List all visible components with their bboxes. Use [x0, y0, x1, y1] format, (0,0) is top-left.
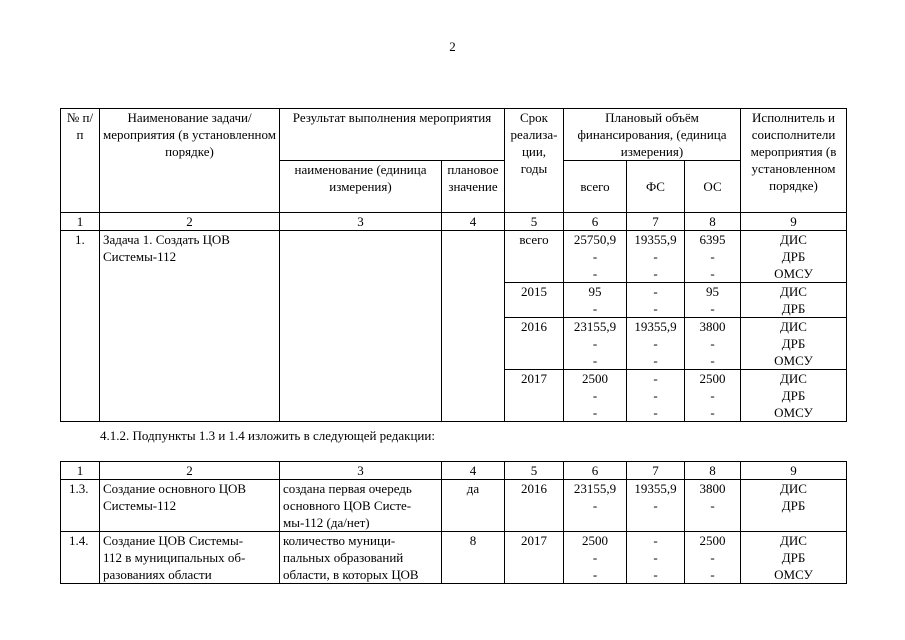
total-cell — [564, 370, 627, 422]
cell-line: - — [710, 336, 715, 351]
cell-line: - — [592, 301, 598, 316]
executor-cell — [741, 318, 847, 370]
cell-line: Создание ЦОВ Системы- — [103, 533, 244, 548]
os-cell — [685, 283, 741, 318]
cell-line: ОМСУ — [774, 266, 813, 281]
header-result: Результат выполнения мероприятия — [280, 109, 505, 161]
column-number: 3 — [280, 462, 442, 480]
item-num: 1.3. — [61, 480, 100, 532]
cell-line: ДРБ — [781, 336, 806, 351]
cell-line: - — [653, 388, 658, 403]
page-number: 2 — [449, 39, 456, 54]
cell-line: Системы-112 — [103, 498, 177, 513]
subitems-table — [60, 461, 847, 584]
table-row — [61, 480, 847, 532]
os-cell — [685, 370, 741, 422]
cell-line: разованиях области — [103, 567, 212, 582]
executor-cell — [741, 283, 847, 318]
cell-line: ДРБ — [781, 498, 806, 513]
cell-line: - — [653, 405, 658, 420]
column-number: 5 — [505, 213, 564, 231]
executor-cell — [741, 480, 847, 532]
cell-line: 23155,9 — [573, 481, 617, 496]
cell-line: - — [653, 533, 658, 548]
cell-line: 19355,9 — [634, 232, 677, 247]
column-number: 3 — [280, 213, 442, 231]
cell-line: 95 — [706, 284, 719, 299]
cell-line: 95 — [588, 284, 602, 299]
cell-line: - — [653, 567, 658, 582]
header-total: всего — [564, 161, 627, 213]
cell-line: - — [592, 567, 598, 582]
item-num: 1.4. — [61, 532, 100, 584]
cell-line: - — [710, 266, 715, 281]
column-number: 4 — [442, 462, 505, 480]
year: всего — [505, 231, 564, 283]
column-number: 6 — [564, 213, 627, 231]
cell-line: 25750,9 — [573, 232, 617, 247]
cell-line: ДИС — [780, 284, 807, 299]
cell-line: - — [592, 266, 598, 281]
cell-line: - — [653, 249, 658, 264]
column-number: 7 — [627, 213, 685, 231]
item-name — [100, 532, 280, 584]
total-cell — [564, 480, 627, 532]
cell-line: - — [653, 266, 658, 281]
cell-line: 19355,9 — [634, 481, 677, 496]
cell-line: - — [710, 498, 715, 513]
cell-line: 6395 — [699, 232, 726, 247]
total-cell — [564, 231, 627, 283]
cell-line: - — [653, 498, 658, 513]
fs-cell — [627, 480, 685, 532]
cell-line: - — [710, 550, 715, 565]
cell-line: ДИС — [780, 481, 807, 496]
cell-line: - — [710, 249, 715, 264]
cell-line: - — [592, 388, 598, 403]
cell-line: 2500 — [699, 371, 726, 386]
header-executor: Исполнитель и соисполнители мероприятия (в установленном порядке) — [741, 109, 847, 213]
column-number: 1 — [61, 462, 100, 480]
cell-line: мы-112 (да/нет) — [283, 515, 370, 530]
os-cell — [685, 532, 741, 584]
header-name: Наименование задачи/мероприятия (в установленном порядке) — [100, 109, 280, 213]
year: 2016 — [505, 318, 564, 370]
cell-line: области, в которых ЦОВ — [283, 567, 419, 582]
cell-line: 2500 — [582, 533, 608, 548]
cell-line: - — [653, 371, 658, 386]
header-term: Срок реализа-ции, годы — [505, 109, 564, 213]
paragraph: 4.1.2. Подпункты 1.3 и 1.4 изложить в следующей редакции: — [100, 428, 435, 443]
cell-line: ДИС — [780, 533, 807, 548]
cell-line: ДИС — [780, 319, 807, 334]
cell-line: - — [710, 405, 715, 420]
cell-line: - — [710, 567, 715, 582]
task-name: Задача 1. Создать ЦОВ Системы-112 — [100, 231, 280, 422]
task-value — [442, 231, 505, 422]
year: 2015 — [505, 283, 564, 318]
total-cell — [564, 283, 627, 318]
header-os: ОС — [685, 161, 741, 213]
cell-line: Создание основного ЦОВ — [103, 481, 247, 496]
cell-line: - — [710, 388, 715, 403]
cell-line: 2500 — [699, 533, 726, 548]
cell-line: пальных образований — [283, 550, 404, 565]
cell-line: ДИС — [780, 371, 807, 386]
column-number: 6 — [564, 462, 627, 480]
year: 2017 — [505, 370, 564, 422]
cell-line: - — [592, 353, 598, 368]
column-number: 4 — [442, 213, 505, 231]
cell-line: - — [653, 336, 658, 351]
column-numbers-row — [61, 213, 847, 231]
column-numbers-row — [61, 462, 847, 480]
header-num: № п/п — [61, 109, 100, 213]
column-number: 1 — [61, 213, 100, 231]
cell-line: 2500 — [582, 371, 608, 386]
column-number: 8 — [685, 213, 741, 231]
cell-line: количество муници- — [283, 533, 396, 548]
cell-line: ОМСУ — [774, 567, 813, 582]
cell-line: - — [653, 353, 658, 368]
item-value: да — [442, 480, 505, 532]
fs-cell — [627, 370, 685, 422]
cell-line: 19355,9 — [634, 319, 677, 334]
cell-line: ДРБ — [781, 388, 806, 403]
item-name — [100, 480, 280, 532]
cell-line: - — [653, 284, 658, 299]
header-result-name: наименование (единица измерения) — [280, 161, 442, 213]
column-number: 9 — [741, 462, 847, 480]
table-row — [61, 231, 847, 283]
cell-line: - — [592, 498, 598, 513]
task-result — [280, 231, 442, 422]
cell-line: 23155,9 — [573, 319, 617, 334]
cell-line: - — [710, 353, 715, 368]
cell-line: создана первая очередь — [283, 481, 412, 496]
executor-cell — [741, 231, 847, 283]
executor-cell — [741, 532, 847, 584]
column-number: 8 — [685, 462, 741, 480]
cell-line: - — [653, 301, 658, 316]
program-table — [60, 108, 847, 422]
cell-line: 112 в муниципальных об- — [103, 550, 246, 565]
column-number: 5 — [505, 462, 564, 480]
os-cell — [685, 480, 741, 532]
column-number: 2 — [100, 213, 280, 231]
cell-line: - — [592, 336, 598, 351]
cell-line: ДРБ — [781, 301, 806, 316]
total-cell — [564, 532, 627, 584]
cell-line: 3800 — [699, 319, 726, 334]
fs-cell — [627, 532, 685, 584]
cell-line: ДРБ — [781, 249, 806, 264]
cell-line: - — [592, 550, 598, 565]
cell-line: ДРБ — [781, 550, 806, 565]
cell-line: ДИС — [780, 232, 807, 247]
column-number: 2 — [100, 462, 280, 480]
column-number: 7 — [627, 462, 685, 480]
header-result-value: плановое значение — [442, 161, 505, 213]
cell-line: - — [592, 405, 598, 420]
fs-cell — [627, 231, 685, 283]
cell-line: - — [592, 249, 598, 264]
os-cell — [685, 318, 741, 370]
item-year: 2017 — [505, 532, 564, 584]
total-cell — [564, 318, 627, 370]
header-finance: Плановый объём финансирования, (единица измерения) — [564, 109, 741, 161]
cell-line: основного ЦОВ Систе- — [283, 498, 412, 513]
os-cell — [685, 231, 741, 283]
item-result — [280, 480, 442, 532]
executor-cell — [741, 370, 847, 422]
cell-line: - — [710, 301, 715, 316]
cell-line: - — [653, 550, 658, 565]
table-row — [61, 532, 847, 584]
fs-cell — [627, 318, 685, 370]
fs-cell — [627, 283, 685, 318]
cell-line: ОМСУ — [774, 353, 813, 368]
item-year: 2016 — [505, 480, 564, 532]
cell-line: 3800 — [699, 481, 726, 496]
cell-line: ОМСУ — [774, 405, 813, 420]
task-num: 1. — [61, 231, 100, 422]
item-result — [280, 532, 442, 584]
column-number: 9 — [741, 213, 847, 231]
header-fs: ФС — [627, 161, 685, 213]
item-value: 8 — [442, 532, 505, 584]
